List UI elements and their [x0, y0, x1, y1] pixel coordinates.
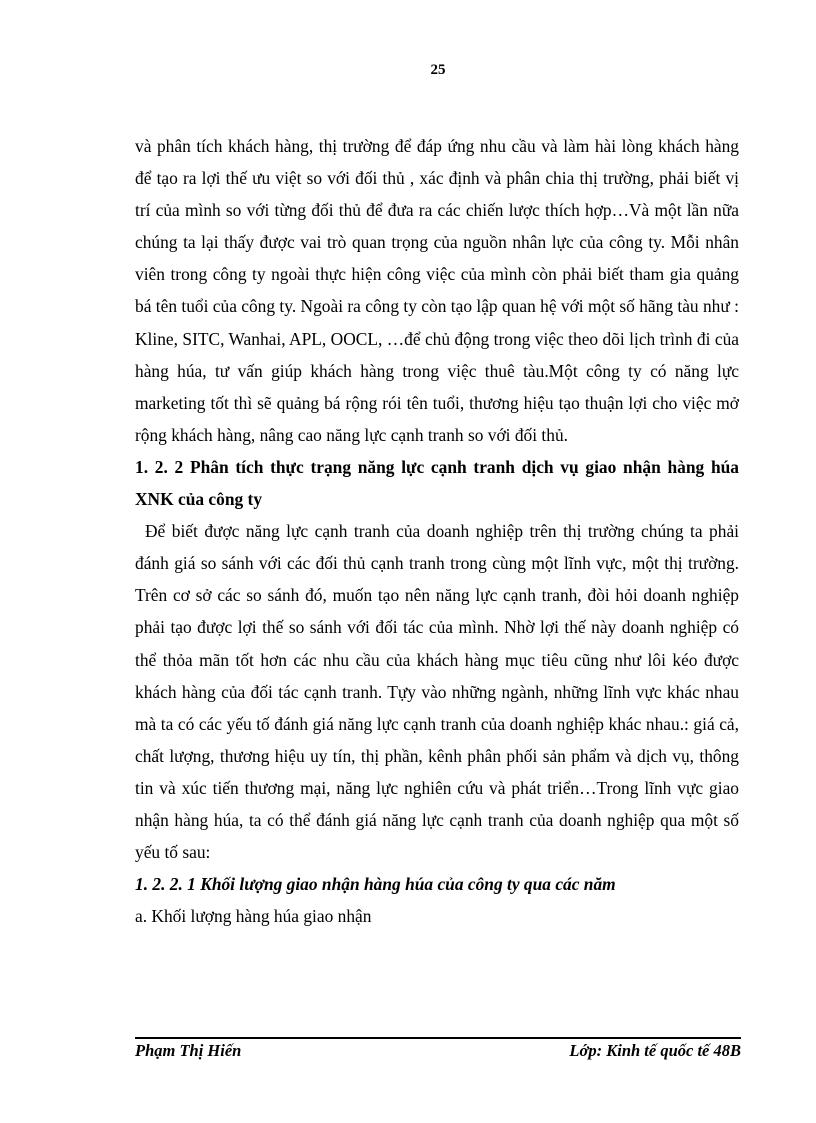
- footer-author: Phạm Thị Hiến: [135, 1041, 242, 1060]
- footer-class: Lớp: Kinh tế quốc tế 48B: [569, 1041, 741, 1060]
- section-heading: 1. 2. 2 Phân tích thực trạng năng lực cạnh tranh dịch vụ giao nhận hàng húa XNK của công ty: [135, 456, 739, 510]
- document-body: [135, 130, 739, 932]
- list-item: a. Khối lượng hàng húa giao nhận: [135, 906, 372, 927]
- page-number: 25: [430, 62, 446, 78]
- body-paragraph: Để biết được năng lực cạnh tranh của doanh nghiệp trên thị trường chúng ta phải đánh giá so sánh với các đối thủ cạnh tranh trong cùng một lĩnh vực, một thị trường. Trên cơ sở các so sánh đó, muốn tạo nên năng lực cạnh tranh, đòi hỏi doanh nghiệp phải tạo được lợi thế so sánh với đối tác của mình. Nhờ lợi thế này doanh nghiệp có thể thỏa mãn tốt hơn các nhu cầu của khách hàng mục tiêu cũng như lôi kéo được khách hàng của đối tác cạnh tranh. Tựy vào những ngành, những lĩnh vực khác nhau mà ta có các yếu tố đánh giá năng lực cạnh tranh của doanh nghiệp khác nhau.: giá cả, chất lượng, thương hiệu uy tín, thị phần, kênh phân phối sản phẩm và dịch vụ, thông tin và xúc tiến thương mại, năng lực nghiên cứu và phát triển…Trong lĩnh vực giao nhận hàng húa, ta có thể đánh giá năng lực cạnh tranh của doanh nghiệp qua một số yếu tố sau:: [135, 521, 739, 863]
- footer-divider: [135, 1037, 741, 1039]
- subsection-heading: 1. 2. 2. 1 Khối lượng giao nhận hàng húa của công ty qua các năm: [135, 874, 616, 895]
- body-paragraph: và phân tích khách hàng, thị trường để đáp ứng nhu cầu và làm hài lòng khách hàng để tạo ra lợi thế ưu việt so với đối thủ , xác định và phân chia thị trường, phải biết vị trí của mình so với từng đối thủ để đưa ra các chiến lược thích hợp…Và một lần nữa chúng ta lại thấy được vai trò quan trọng của nguồn nhân lực của công ty. Mỗi nhân viên trong công ty ngoài thực hiện công việc của mình còn phải biết tham gia quảng bá tên tuổi của công ty. Ngoài ra công ty còn tạo lập quan hệ với một số hãng tàu như : Kline, SITC, Wanhai, APL, OOCL, …để chủ động trong việc theo dõi lịch trình đi của hàng húa, tư vấn giúp khách hàng trong việc thuê tàu.Một công ty có năng lực marketing tốt thì sẽ quảng bá rộng rói tên tuổi, thương hiệu tạo thuận lợi cho việc mở rộng khách hàng, nâng cao năng lực cạnh tranh so với đối thủ.: [135, 136, 739, 445]
- page-footer: [135, 1041, 741, 1061]
